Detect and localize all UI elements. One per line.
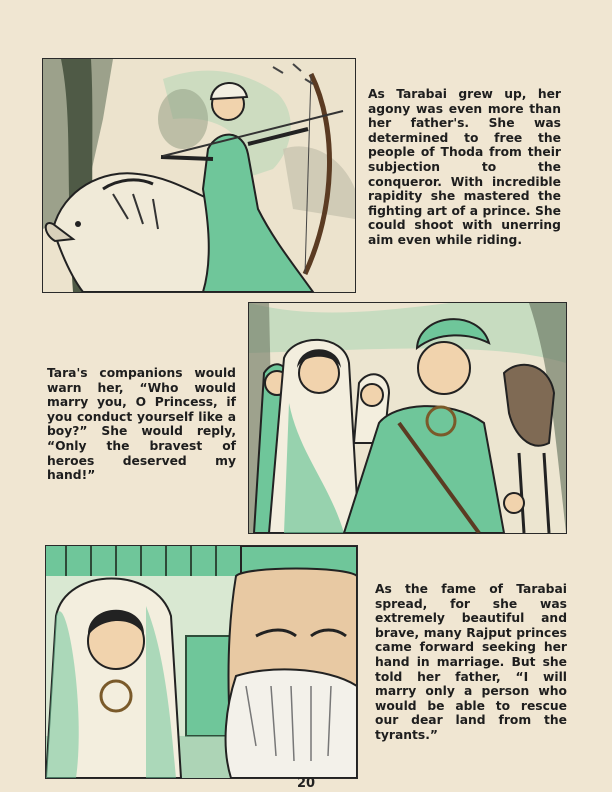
illustration-father [46,546,357,778]
illustration-companions [249,303,566,533]
caption-text: As Tarabai grew up, her agony was even more than her father's. She was determined to free the people of Thoda from their subjection to the conqueror. With incredible rapidity she mastered the fighting art of a prince. She could shoot with unerring aim even while riding. [368,87,561,247]
caption-text: Tara's companions would warn her, “Who would marry you, O Princess, if you conduct yourself like a boy?” She would reply, “Only the bravest of heroes deserved my hand!” [47,366,236,483]
caption-companions-warn [47,366,236,483]
caption-fame-spread [375,582,567,743]
illustration-archer [43,59,355,292]
caption-text: As the fame of Tarabai spread, for she was extremely beautiful and brave, many Rajput princes came forward seeking her hand in marriage. But she told her father, “I will marry only a person who would be able to rescue our dear land from the tyrants.” [375,582,567,742]
panel-tara-companions [248,302,567,534]
panel-tarabai-archer [42,58,356,293]
panel-tara-father [45,545,358,779]
page-number: 20 [296,776,316,791]
caption-tarabai-grew-up [368,87,561,248]
